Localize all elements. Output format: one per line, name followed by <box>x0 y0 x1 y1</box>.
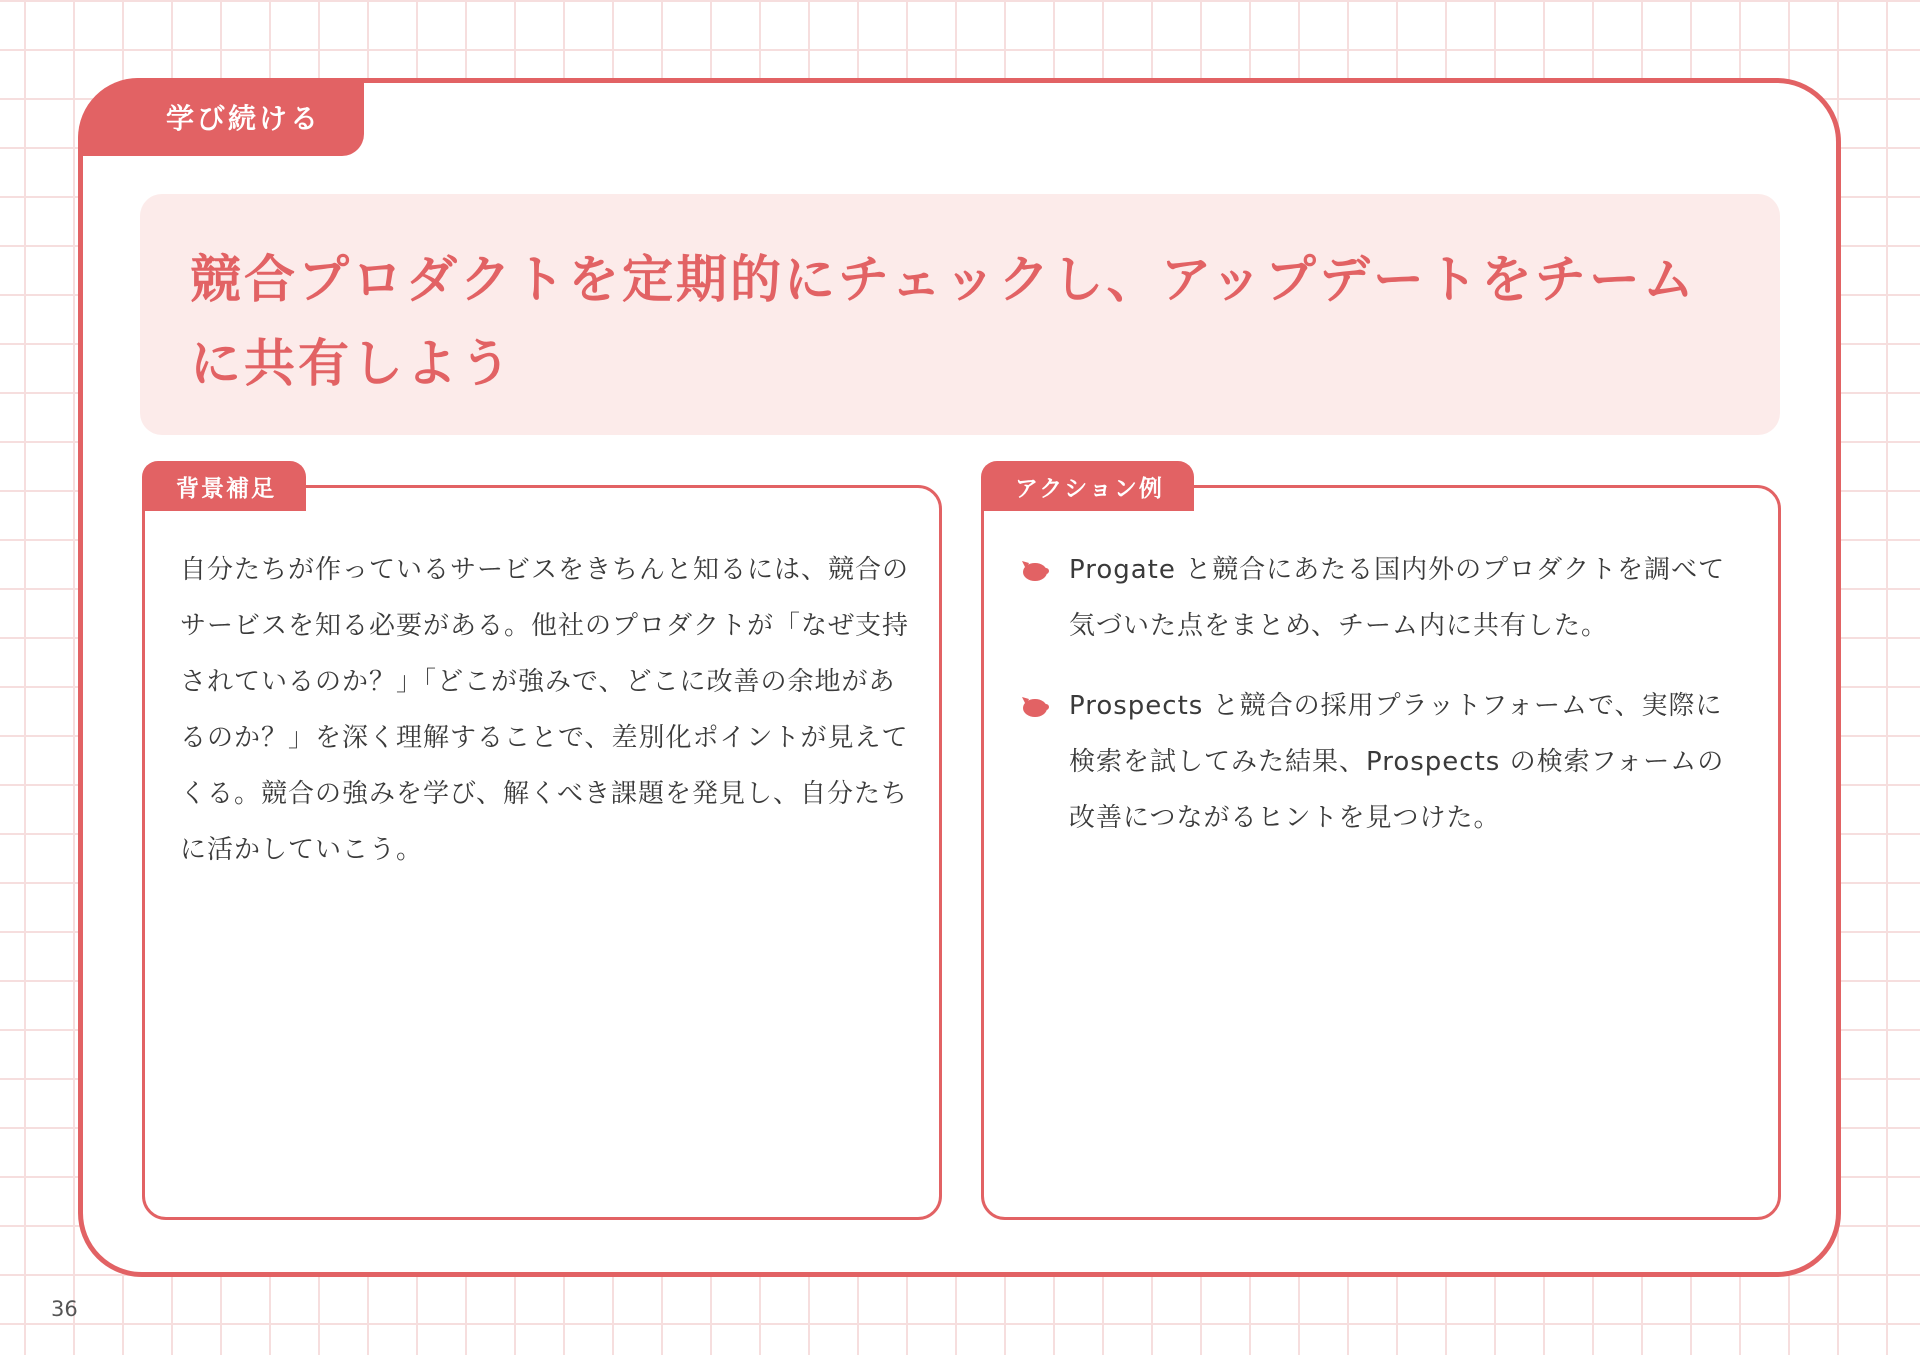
action-item <box>1019 678 1748 846</box>
action-panel <box>981 475 1781 1220</box>
action-list <box>1019 542 1748 870</box>
headline-box <box>140 194 1780 435</box>
action-item-text: Prospects と競合の採用プラットフォームで、実際に検索を試してみた結果、Prospects の検索フォームの改善につながるヒントを見つけた。 <box>1069 691 1725 833</box>
action-item-text: Progate と競合にあたる国内外のプロダクトを調べて気づいた点をまとめ、チーム内に共有した。 <box>1069 555 1726 641</box>
page-headline: 競合プロダクトを定期的にチェックし、アップデートをチームに共有しよう <box>190 251 1697 394</box>
background-panel <box>142 475 942 1220</box>
content-card <box>78 78 1841 1277</box>
page-number: 36 <box>51 1297 78 1321</box>
pig-icon <box>1019 693 1049 719</box>
action-item <box>1019 542 1748 654</box>
background-panel-tab: 背景補足 <box>142 461 306 511</box>
pig-icon <box>1019 557 1049 583</box>
section-tab: 学び続ける <box>78 78 364 156</box>
action-panel-tab: アクション例 <box>981 461 1194 511</box>
background-panel-body: 自分たちが作っているサービスをきちんと知るには、競合のサービスを知る必要がある。他社のプロダクトが「なぜ支持されているのか？」「どこが強みで、どこに改善の余地があるのか？」を深く理解することで、差別化ポイントが見えてくる。競合の強みを学び、解くべき課題を発見し、自分たちに活かしていこう。 <box>180 555 910 865</box>
